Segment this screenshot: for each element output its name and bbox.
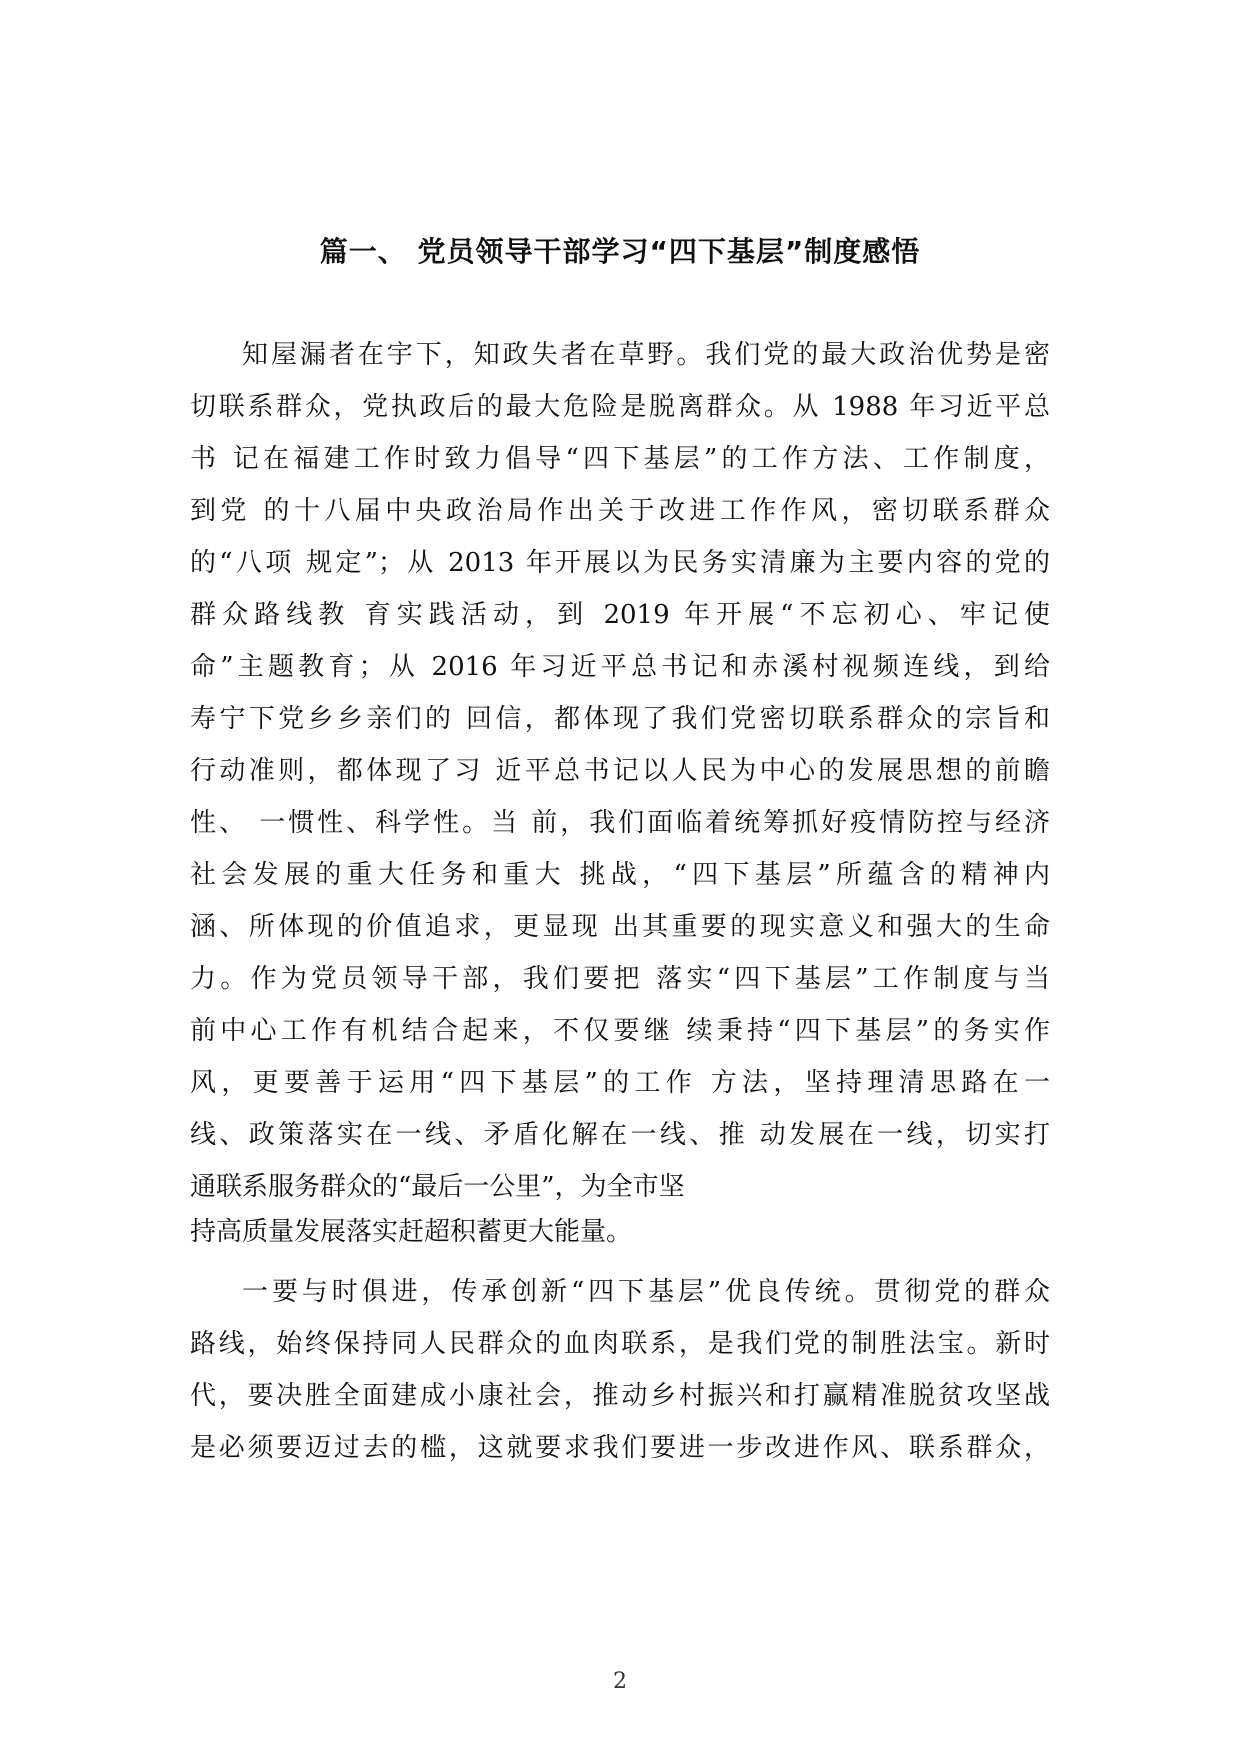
text-line: 知屋漏者在宇下，知政失者在草野。我们党的最大政治优势是密 bbox=[242, 340, 1050, 370]
text-line: 行动准则，都体现了习 近平总书记以人民为中心的发展思想的前瞻 bbox=[190, 756, 1050, 786]
text-line: 通联系服务群众的“最后一公里”，为全市坚 bbox=[190, 1172, 685, 1202]
text-line: 命”主题教育；从 2016 年习近平总书记和赤溪村视频连线，到给 bbox=[190, 652, 1050, 682]
text-line: 涵、所体现的价值追求，更显现 出其重要的现实意义和强大的生命 bbox=[190, 912, 1050, 942]
text-line: 路线，始终保持同人民群众的血肉联系，是我们党的制胜法宝。新时 bbox=[190, 1329, 1050, 1359]
text-line: 切联系群众，党执政后的最大危险是脱离群众。从 1988 年习近平总 bbox=[190, 392, 1050, 422]
text-line: 代，要决胜全面建成小康社会，推动乡村振兴和打赢精准脱贫攻坚战 bbox=[190, 1381, 1050, 1411]
text-line: 一要与时俱进，传承创新“四下基层”优良传统。贯彻党的群众 bbox=[242, 1277, 1050, 1307]
text-line: 社会发展的重大任务和重大 挑战，“四下基层”所蕴含的精神内 bbox=[190, 860, 1050, 890]
text-line: 前中心工作有机结合起来，不仅要继 续秉持“四下基层”的务实作 bbox=[190, 1016, 1050, 1046]
text-line: 书 记在福建工作时致力倡导“四下基层”的工作方法、工作制度， bbox=[190, 444, 1050, 474]
text-line: 力。作为党员领导干部，我们要把 落实“四下基层”工作制度与当 bbox=[190, 964, 1050, 994]
text-line: 性、 一惯性、科学性。当 前，我们面临着统筹抓好疫情防控与经济 bbox=[190, 808, 1050, 838]
page-title: 篇一、 党员领导干部学习“四下基层”制度感悟 bbox=[319, 235, 921, 268]
text-line: 线、政策落实在一线、矛盾化解在一线、推 动发展在一线，切实打 bbox=[190, 1120, 1050, 1150]
text-line: 到党 的十八届中央政治局作出关于改进工作作风，密切联系群众 bbox=[190, 496, 1050, 526]
text-line: 是必须要迈过去的槛，这就要求我们要进一步改进作风、联系群众， bbox=[190, 1433, 1050, 1463]
text-line: 寿宁下党乡乡亲们的 回信，都体现了我们党密切联系群众的宗旨和 bbox=[190, 704, 1050, 734]
text-line: 风，更要善于运用“四下基层”的工作 方法，坚持理清思路在一 bbox=[190, 1068, 1050, 1098]
text-line: 的“八项 规定”；从 2013 年开展以为民务实清廉为主要内容的党的 bbox=[190, 548, 1050, 578]
text-line: 群众路线教 育实践活动，到 2019 年开展“不忘初心、牢记使 bbox=[190, 600, 1050, 630]
text-line: 持高质量发展落实赶超积蓄更大能量。 bbox=[190, 1217, 633, 1247]
page-number: 2 bbox=[613, 1669, 627, 1694]
